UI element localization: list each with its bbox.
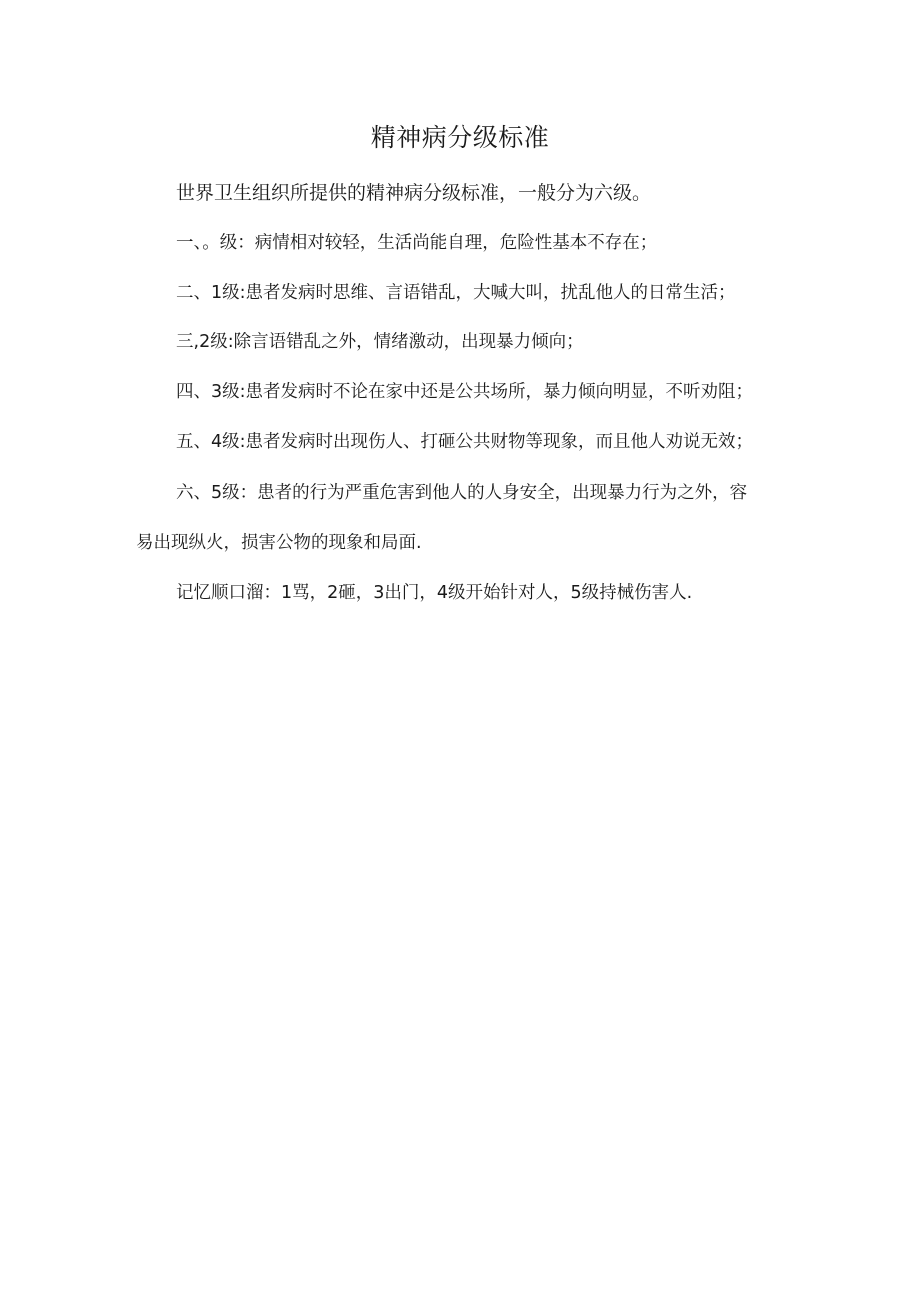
level-3-item: 四、3级:患者发病时不论在家中还是公共场所，暴力倾向明显，不听劝阻； [176, 382, 754, 402]
level-2-item: 三,2级:除言语错乱之外，情绪激动，出现暴力倾向； [176, 332, 584, 352]
level-5-continuation: 易出现纵火，损害公物的现象和局面. [136, 533, 422, 553]
level-4-item: 五、4级:患者发病时出现伤人、打砸公共财物等现象，而且他人劝说无效； [176, 432, 754, 452]
level-0-item: 一、。级：病情相对较轻，生活尚能自理，危险性基本不存在； [176, 233, 658, 253]
document-title: 精神病分级标准 [370, 123, 550, 152]
intro-paragraph: 世界卫生组织所提供的精神病分级标准，一般分为六级。 [176, 182, 652, 204]
level-1-item: 二、1级:患者发病时思维、言语错乱，大喊大叫，扰乱他人的日常生活； [176, 283, 736, 303]
mnemonic-line: 记忆顺口溜：1骂，2砸，3出门，4级开始针对人，5级持械伤害人. [176, 583, 693, 603]
level-5-item: 六、5级：患者的行为严重危害到他人的人身安全，出现暴力行为之外，容 [176, 483, 748, 503]
